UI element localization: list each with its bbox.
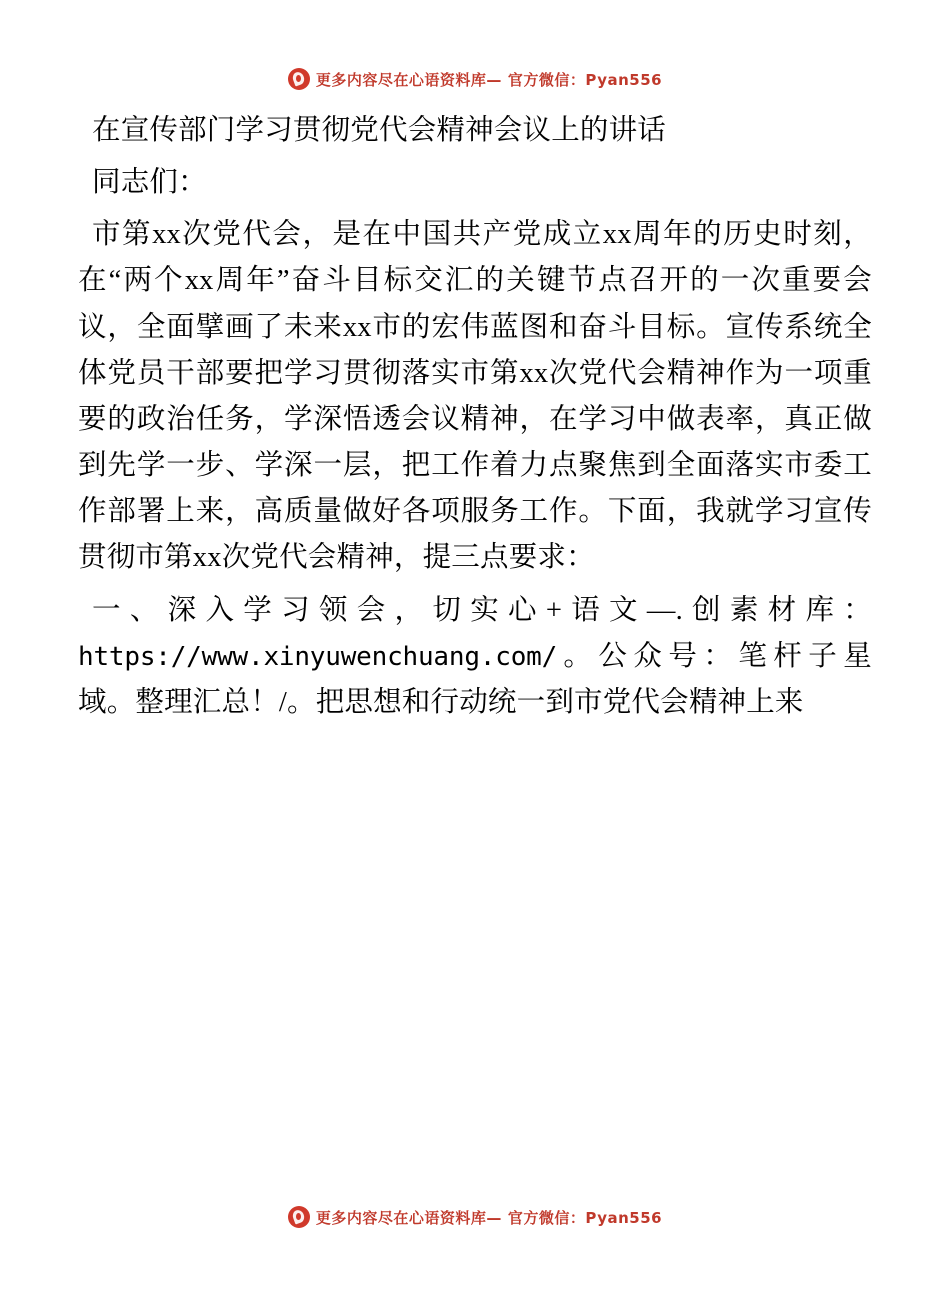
watermark-top: [78, 68, 872, 90]
salutation: 同志们：: [92, 167, 207, 199]
flame-logo-icon: [288, 68, 310, 90]
document-body: [78, 108, 872, 726]
watermark-primary-text: 更多内容尽在心语资料库—: [315, 1208, 502, 1227]
heading-1-url: https://www.xinyuwenchuang.com/: [78, 641, 558, 672]
heading-1-text-b: 。公众号：笔杆子星域。整理汇总！/。把思想和行动统一到市党代会精神上来: [78, 640, 872, 718]
flame-logo-icon: [288, 1206, 310, 1228]
watermark-secondary-text: 官方微信：Pyan556: [507, 1208, 663, 1227]
document-page: [0, 68, 950, 1298]
paragraph-1: 市第xx次党代会，是在中国共产党成立xx周年的历史时刻，在“两个xx周年”奋斗目标交汇的关键节点召开的一次重要会议，全面擘画了未来xx市的宏伟蓝图和奋斗目标。宣传系统全体党员干部要把学习贯彻落实市第xx次党代会精神作为一项重要的政治任务，学深悟透会议精神，在学习中做表率，真正做到先学一步、学深一层，把工作着力点聚焦到全面落实市委工作部署上来，高质量做好各项服务工作。下面，我就学习宣传贯彻市第xx次党代会精神，提三点要求：: [78, 219, 872, 574]
heading-1-text-a: 一、深入学习领会，切实心+语文—.创素材库：: [92, 594, 872, 626]
watermark-secondary-text: 官方微信：Pyan556: [507, 70, 663, 89]
watermark-bottom: [0, 1206, 950, 1228]
watermark-primary-text: 更多内容尽在心语资料库—: [315, 70, 502, 89]
document-title: 在宣传部门学习贯彻党代会精神会议上的讲话: [92, 115, 667, 146]
heading-1: [78, 588, 872, 726]
